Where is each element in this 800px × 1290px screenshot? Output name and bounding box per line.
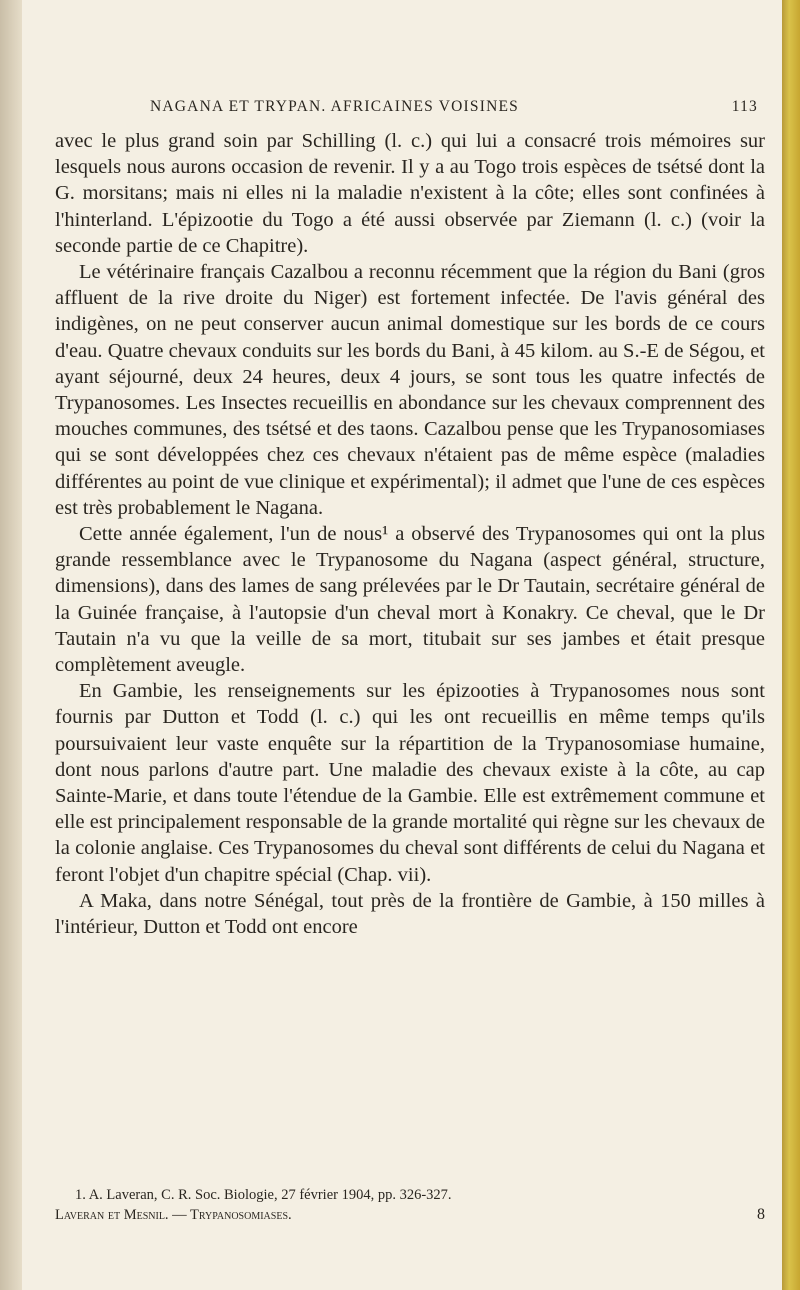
book-edge [782,0,800,1290]
footer-line [55,1205,765,1225]
paragraph-1: avec le plus grand soin par Schilling (l. c.) qui lui a consacré trois mémoires sur lesquels nous aurons occasion de revenir. Il y a au Togo trois espèces de tsétsé dont la G. morsitans; mais ni elles ni la maladie n'existent à la côte; elles sont confinées à l'hinterland. L'épizootie du Togo a été aussi observée par Ziemann (l. c.) (voir la seconde partie de ce Chapitre). [55,130,765,257]
page-number: 113 [731,98,758,115]
footnote-area [55,1185,765,1225]
paragraph-4: En Gambie, les renseignements sur les épizooties à Trypanosomes nous sont fournis par Dutton et Todd (l. c.) qui les ont recueillis en même temps qu'ils poursuivaient leur vaste enquête sur la répartition de la Trypanosomiase humaine, dont nous parlons d'autre part. Une maladie des chevaux existe à la côte, au cap Sainte-Marie, et dans toute l'étendue de la Gambie. Elle est extrêmement commune et elle est principalement responsable de la grande mortalité qui règne sur les chevaux de la colonie anglaise. Ces Trypanosomes du cheval sont différents de celui du Nagana et feront l'objet d'un chapitre spécial (Chap. vii). [55,680,765,886]
footer-authors: Laveran et Mesnil. — Trypanosomiases. [55,1207,292,1223]
signature-mark: 8 [757,1206,765,1223]
paragraph-5: A Maka, dans notre Sénégal, tout près de la frontière de Gambie, à 150 milles à l'intérieur, Dutton et Todd ont encore [55,889,765,939]
running-title: NAGANA ET TRYPAN. AFRICAINES VOISINES [150,98,519,115]
footnote: 1. A. Laveran, C. R. Soc. Biologie, 27 février 1904, pp. 326-327. [75,1187,452,1203]
paragraph-2: Le vétérinaire français Cazalbou a reconnu récemment que la région du Bani (gros affluent de la rive droite du Niger) est fortement infectée. De l'avis général des indigènes, on ne peut conserver aucun animal domestique sur les bords de ce cours d'eau. Quatre chevaux conduits sur les bords du Bani, à 45 kilom. au S.-E de Ségou, et ayant séjourné, deux 24 heures, deux 4 jours, se sont tous les quatre infectés de Trypanosomes. Les Insectes recueillis en abondance sur les chevaux comprennent des mouches communes, des tsétsé et des taons. Cazalbou pense que les Trypanosomiases qui se sont développées chez ces chevaux n'étaient pas de même espèce (maladies différentes au point de vue clinique et expérimental); il admet que l'une de ces espèces est très probablement le Nagana. [55,261,765,519]
paragraph-3: Cette année également, l'un de nous¹ a observé des Trypanosomes qui ont la plus grande ressemblance avec le Trypanosome du Nagana (aspect général, structure, dimensions), dans des lames de sang prélevées par le Dr Tautain, secrétaire général de la Guinée française, à l'autopsie d'un cheval mort à Konakry. Ce cheval, que le Dr Tautain n'a vu que la veille de sa mort, titubait sur ses jambes et était presque complètement aveugle. [55,523,765,677]
page-gutter [0,0,22,1290]
body-text [55,128,765,940]
